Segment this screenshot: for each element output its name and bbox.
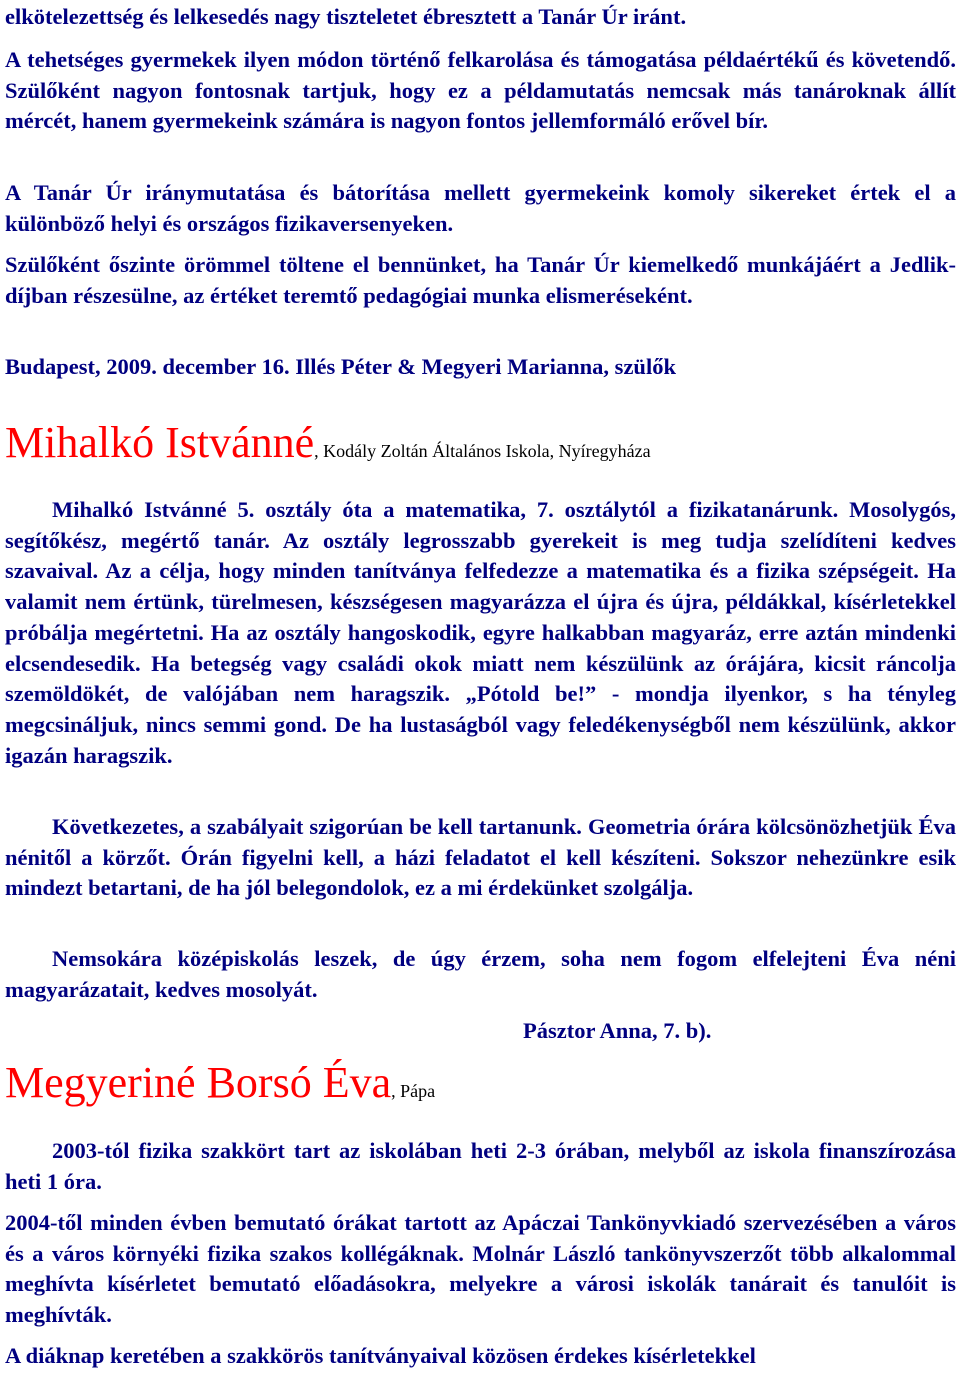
- teacher-location: , Pápa: [391, 1081, 436, 1101]
- paragraph-prev-2: A tehetséges gyermekek ilyen módon történő felkarolása és támogatása példaértékű és követendő. Szülőként nagyon fontosnak tartjuk, hogy ez a példamutatás nemcsak más tanároknak állít mércét, hanem gyermekeink számára is nagyon fontos jellemformáló erővel bír.: [5, 47, 956, 134]
- paragraph-mihalko-1: Mihalkó Istvánné 5. osztály óta a matematika, 7. osztálytól a fizikatanárunk. Mosolygós, segítőkész, megértő tanár. Az osztály legrosszabb gyerekeit is meg tudja szelídíteni kedves szavaival. Az a célja, hogy minden tanítványa felfedezze a matematika és a fizika szépségeit. Ha valamit nem értünk, türelmesen, készségesen magyarázza el újra és újra, példákkal, kísérletekkel próbálja megértetni. Ha az osztály hangoskodik, egyre halkabban magyaráz, erre aztán mindenki elcsendesedik. Ha betegség vagy családi okok miatt nem készülünk az órájára, kicsit ráncolja szemöldökét, de valójában nem haragszik. „Pótold be!” - mondja ilyenkor, s ha tényleg megcsináljuk, nincs semmi gond. De ha lustaságból vagy feledékenységből nem készülünk, akkor igazán haragszik.: [5, 497, 956, 768]
- teacher-location: , Kodály Zoltán Általános Iskola, Nyíregyháza: [314, 441, 651, 461]
- paragraph-mihalko-3: Nemsokára középiskolás leszek, de úgy érzem, soha nem fogom elfelejteni Éva néni magyarázatait, kedves mosolyát.: [5, 946, 956, 1002]
- teacher-name: Megyeriné Borsó Éva: [5, 1058, 392, 1107]
- paragraph-megyerine-2: 2004-től minden évben bemutató órákat tartott az Apáczai Tankönyvkiadó szervezésében a város és a város környéki fizika szakos kollégáknak. Molnár László tankönyvszerzőt több alkalommal meghívta kísérletet bemutató előadásokra, melyekre a városi iskolák tanárait és tanulóit is meghívták.: [5, 1210, 956, 1328]
- signature-prev: Budapest, 2009. december 16. Illés Péter & Megyeri Marianna, szülők: [5, 354, 676, 379]
- section-heading-megyerine: [5, 1058, 435, 1108]
- paragraph-prev-4: Szülőként őszinte örömmel töltene el bennünket, ha Tanár Úr kiemelkedő munkájáért a Jedlik-díjban részesülne, az értéket teremtő pedagógiai munka elismeréseként.: [5, 252, 956, 308]
- teacher-name: Mihalkó Istvánné: [5, 418, 315, 467]
- paragraph-megyerine-1: 2003-tól fizika szakkört tart az iskolában heti 2-3 órában, melyből az iskola finanszírozása heti 1 óra.: [5, 1138, 956, 1194]
- paragraph-megyerine-3: A diáknap keretében a szakkörös tanítványaival közösen érdekes kísérletekkel: [5, 1343, 756, 1368]
- paragraph-prev-3: A Tanár Úr iránymutatása és bátorítása mellett gyermekeink komoly sikereket értek el a különböző helyi és országos fizikaversenyeken.: [5, 180, 956, 236]
- section-heading-mihalko: [5, 418, 651, 468]
- paragraph-prev-1: elkötelezettség és lelkesedés nagy tiszteletet ébresztett a Tanár Úr iránt.: [5, 4, 687, 29]
- signature-mihalko: Pásztor Anna, 7. b).: [523, 1018, 712, 1043]
- paragraph-mihalko-2: Következetes, a szabályait szigorúan be kell tartanunk. Geometria órára kölcsönözhetjük Éva nénitől a körzőt. Órán figyelni kell, a házi feladatot el kell készíteni. Sokszor nehezünkre esik mindezt betartani, de ha jól belegondolok, ez a mi érdekünket szolgálja.: [5, 814, 956, 901]
